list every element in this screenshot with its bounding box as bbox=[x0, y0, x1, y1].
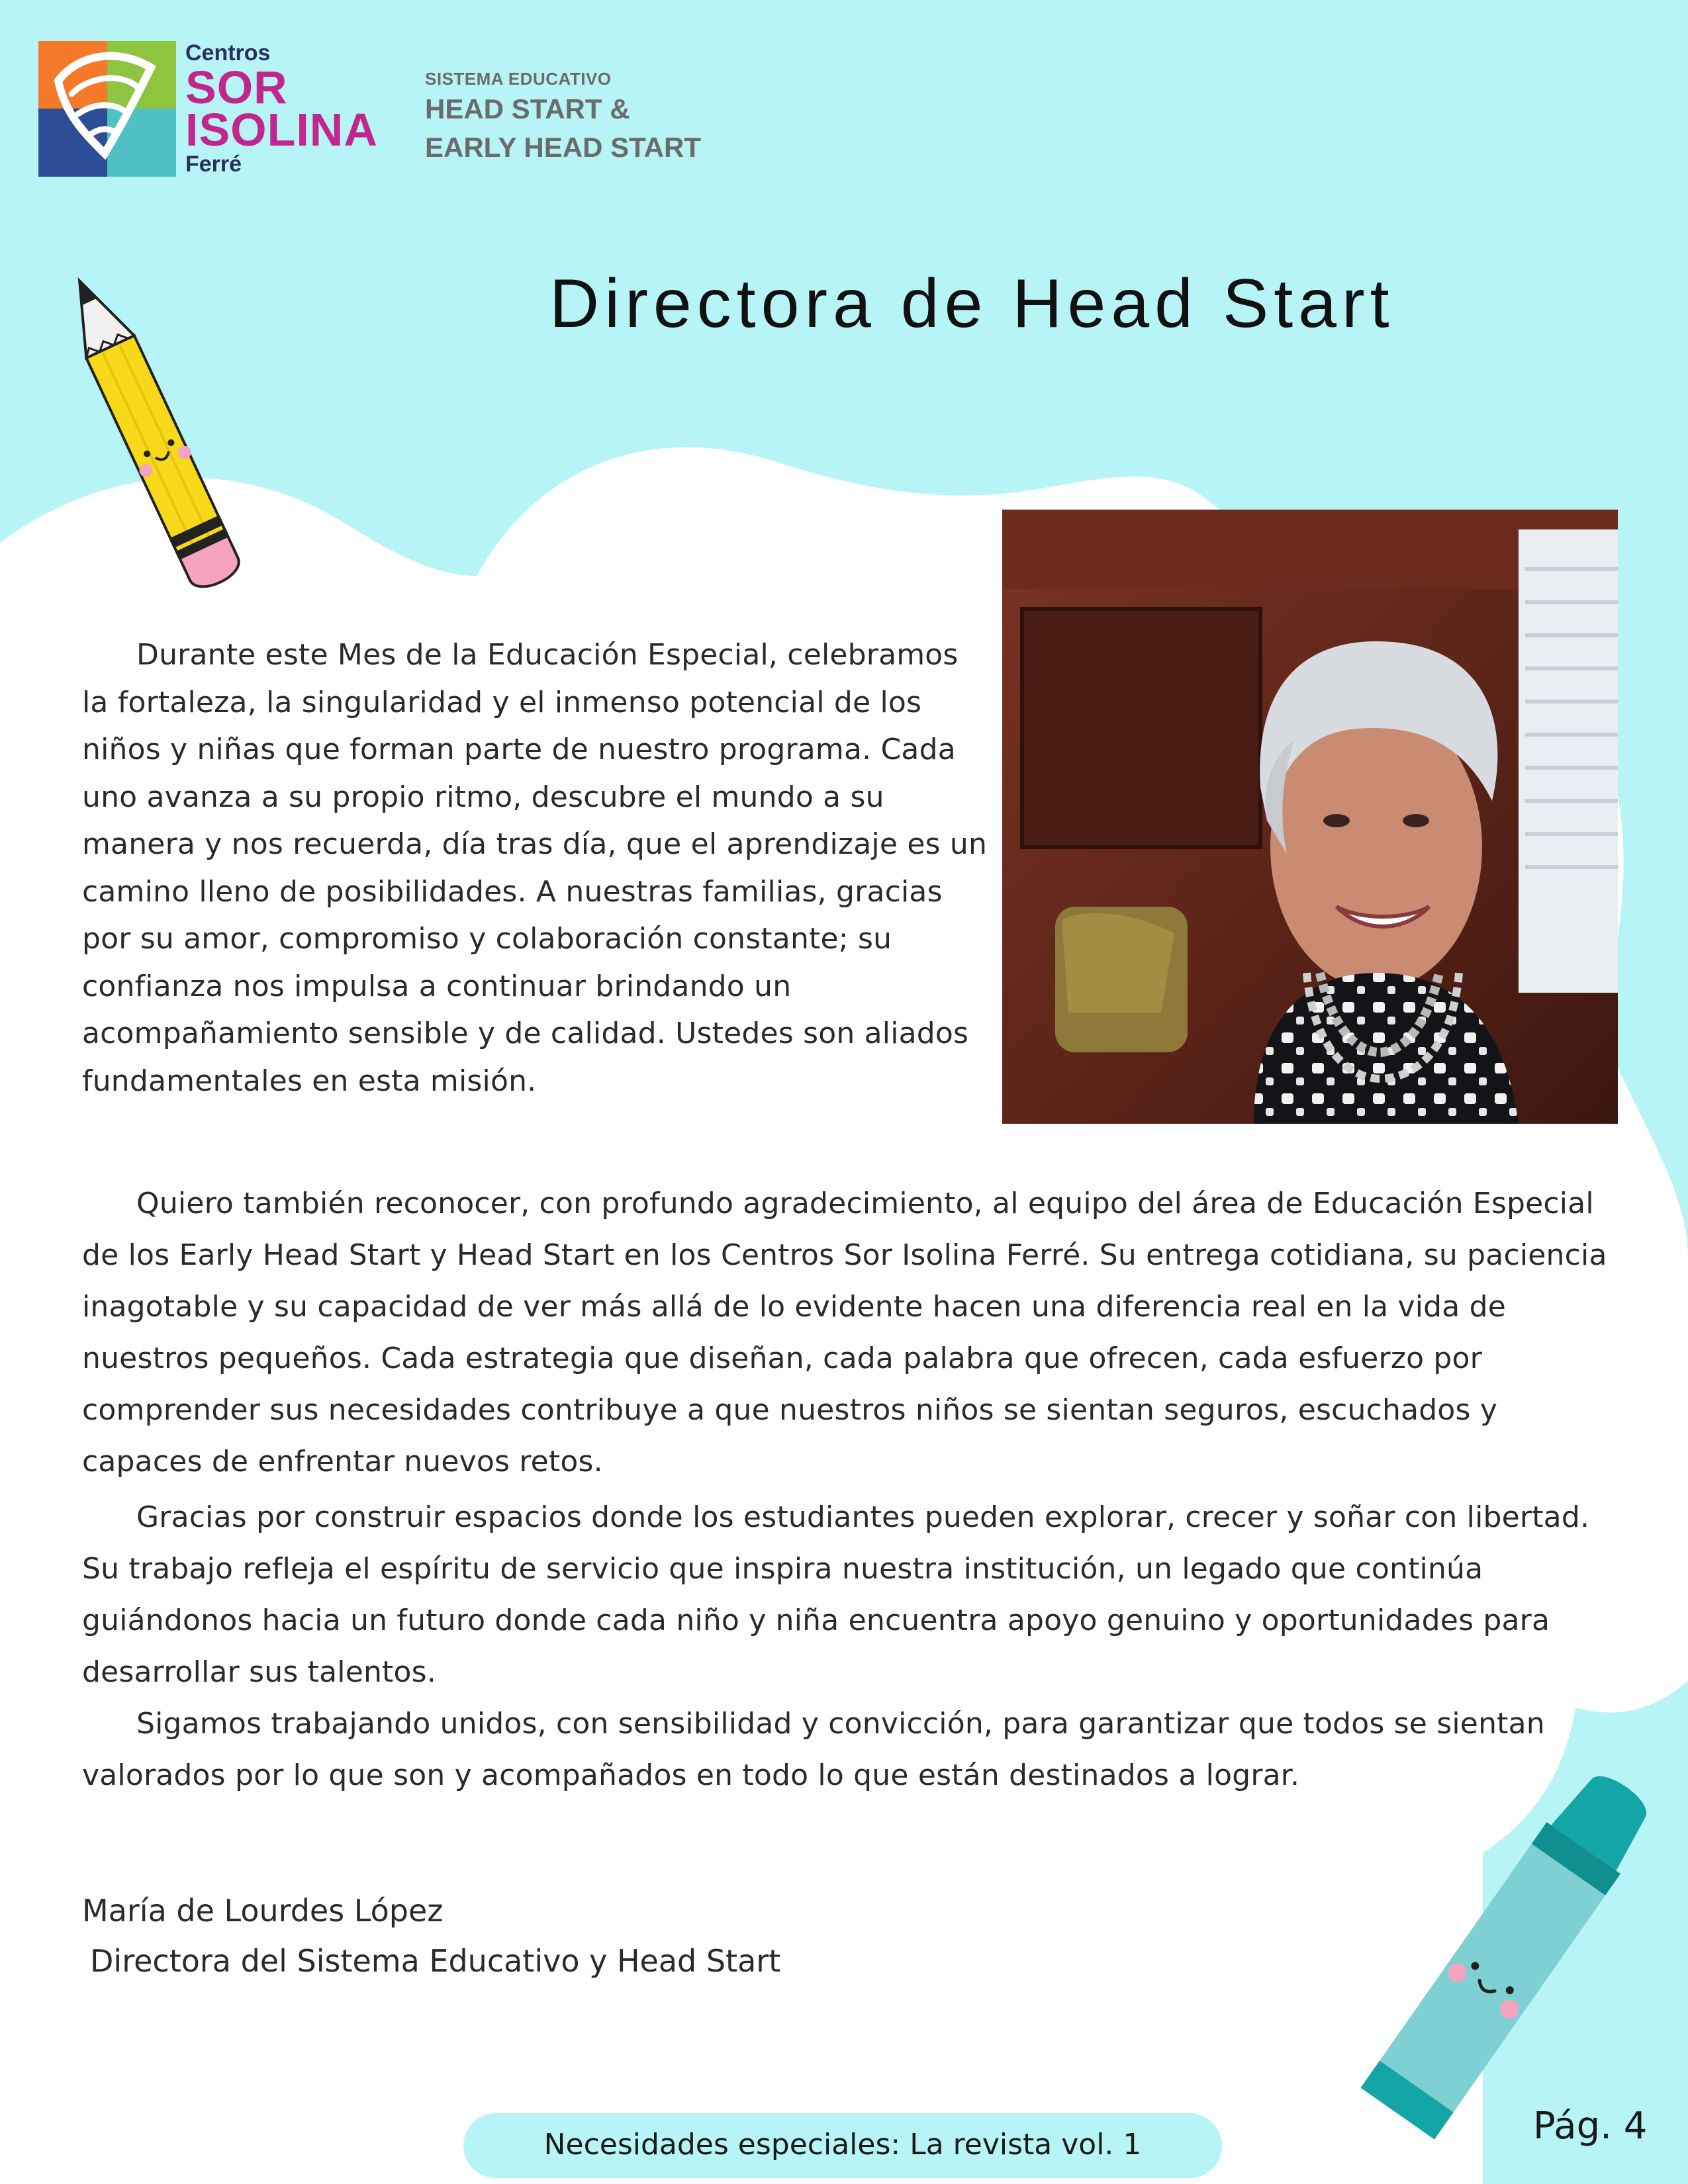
body-paragraph-3-text: Gracias por construir espacios donde los estudiantes pueden explorar, crecer y soñar con libertad. Su trabajo refleja el espíritu de servicio que inspira nuestra institución, un legado que continúa guiándonos hacia un futuro donde cada niño y niña encuentra apoyo genuino y oportunidades para desarrollar sus talentos. bbox=[82, 1500, 1590, 1689]
logo-text-isolina: ISOLINA bbox=[185, 104, 378, 156]
signer-role: Directora del Sistema Educativo y Head Start bbox=[90, 1943, 781, 1979]
footer-magazine-title: Necesidades especiales: La revista vol. 1 bbox=[543, 2128, 1142, 2161]
program-line-2: EARLY HEAD START bbox=[425, 132, 701, 163]
logo-mark-icon bbox=[38, 41, 176, 177]
body-paragraph-2-text: Quiero también reconocer, con profundo agradecimiento, al equipo del área de Educación Especial de los Early Head Start y Head Start en los Centros Sor Isolina Ferré. Su entrega cotidiana, su paciencia inagotable y su capacidad de ver más allá de lo evidente hacen una diferencia real en la vida de nuestros pequeños. Cada estrategia que diseñan, cada palabra que ofrecen, cada esfuerzo por comprender sus necesidades contribuye a que nuestros niños se sientan seguros, escuchados y capaces de enfrentar nuevos retos. bbox=[82, 1187, 1607, 1479]
page-title: Directora de Head Start bbox=[549, 265, 1395, 342]
pencil-illustration-icon bbox=[26, 251, 278, 622]
body-paragraph-4-text: Sigamos trabajando unidos, con sensibilidad y convicción, para garantizar que todos se sientan valorados por lo que son y acompañados en todo lo que están destinados a lograr. bbox=[82, 1707, 1545, 1792]
body-paragraph-1-text: Durante este Mes de la Educación Especial, celebramos la fortaleza, la singularidad y el inmenso potencial de los niños y niñas que forman parte de nuestro programa. Cada uno avanza a su propio ritmo, descubre el mundo a su manera y nos recuerda, día tras día, que el aprendizaje es un camino lleno de posibilidades. A nuestras familias, gracias por su amor, compromiso y colaboración constante; su confianza nos impulsa a continuar brindando un acompañamiento sensible y de calidad. Ustedes son aliados fundamentales en esta misión. bbox=[82, 638, 988, 1098]
program-subtitle: SISTEMA EDUCATIVO bbox=[425, 69, 612, 89]
director-photo bbox=[1002, 510, 1618, 1124]
logo-text-sor: SOR bbox=[185, 62, 288, 113]
logo-text-ferre: Ferré bbox=[185, 152, 242, 177]
signer-name: María de Lourdes López bbox=[82, 1893, 444, 1929]
organization-logo bbox=[38, 40, 383, 179]
body-paragraph-1 bbox=[82, 631, 990, 1105]
body-paragraph-2 bbox=[82, 1178, 1624, 1488]
body-paragraph-3 bbox=[82, 1492, 1624, 1698]
logo-text-centros: Centros bbox=[185, 40, 271, 66]
page-number: Pág. 4 bbox=[1533, 2105, 1648, 2148]
program-heading bbox=[425, 68, 743, 167]
program-line-1: HEAD START & bbox=[425, 93, 630, 124]
